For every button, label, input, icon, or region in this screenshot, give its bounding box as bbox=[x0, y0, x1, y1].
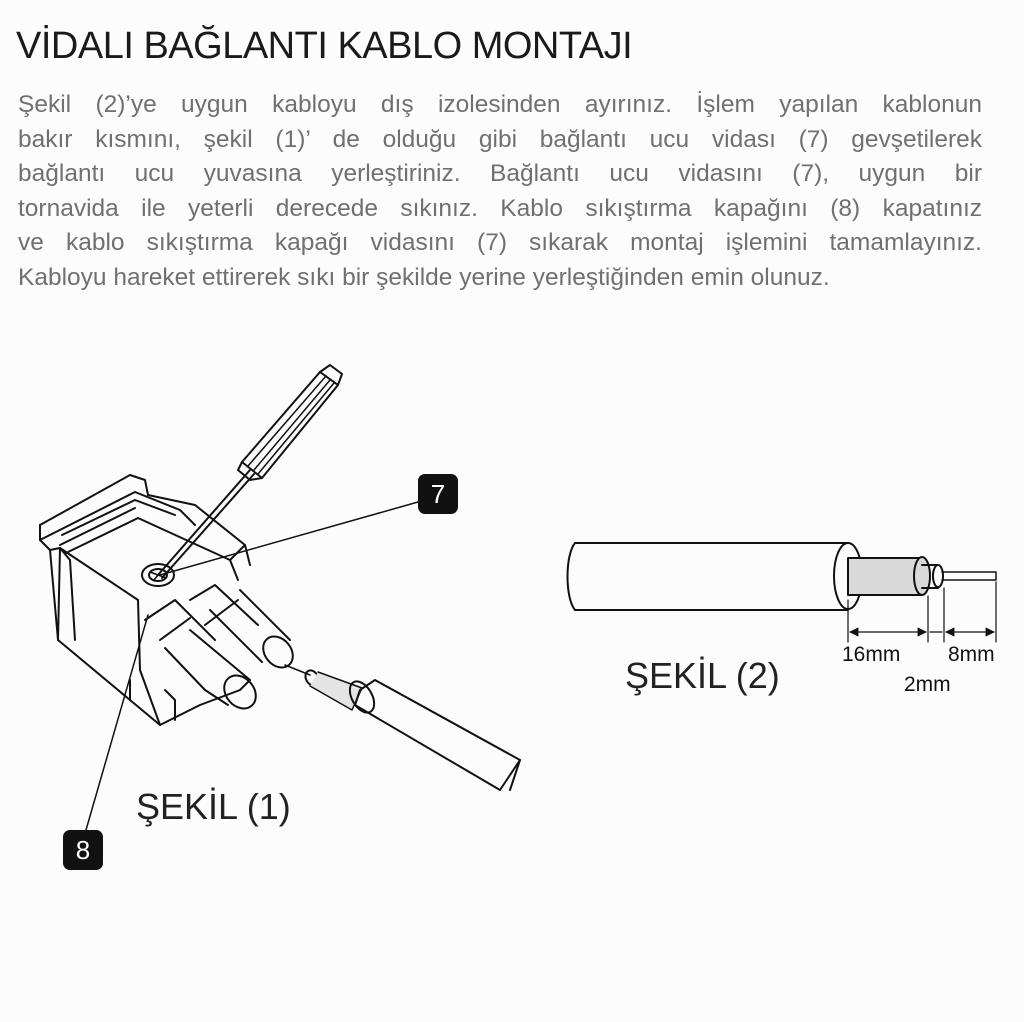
paragraph-line: Kabloyu hareket ettirerek sıkı bir şekilde yerine yerleştiğinden emin olunuz. bbox=[18, 263, 830, 291]
callout-line-7 bbox=[160, 502, 418, 575]
paragraph-line: tornavida ile yeterli derecede sıkınız. Kablo sıkıştırma kapağını (8) kapatınız bbox=[18, 194, 982, 222]
paragraph-line: bağlantı ucu yuvasına yerleştiriniz. Bağlantı ucu vidasını (7), uygun bir bbox=[18, 160, 982, 187]
callout-badge-7: 7 bbox=[418, 474, 458, 514]
terminal-block-drawing bbox=[40, 475, 299, 725]
figure2-label: ŞEKİL (2) bbox=[625, 655, 780, 696]
figure1-label: ŞEKİL (1) bbox=[136, 786, 291, 827]
coax-cable-drawing bbox=[568, 543, 997, 642]
dimension-16mm: 16mm bbox=[842, 643, 901, 666]
cable-drawing-fig1 bbox=[285, 665, 520, 790]
page-title: VİDALI BAĞLANTI KABLO MONTAJI bbox=[16, 25, 633, 67]
dimension-8mm: 8mm bbox=[948, 643, 995, 666]
paragraph-line: bakır kısmını, şekil (1)’ de olduğu gibi bağlantı ucu vidası (7) gevşetilerek bbox=[18, 125, 982, 153]
callout-badge-8: 8 bbox=[63, 830, 103, 870]
dimension-2mm: 2mm bbox=[904, 673, 951, 696]
paragraph-line: ve kablo sıkıştırma kapağı vidasını (7) sıkarak montaj işlemini tamamlayınız. bbox=[18, 229, 982, 256]
screwdriver-drawing bbox=[158, 365, 342, 578]
paragraph-line: Şekil (2)’ye uygun kabloyu dış izolesinden ayırınız. İşlem yapılan kablonun bbox=[18, 91, 982, 118]
